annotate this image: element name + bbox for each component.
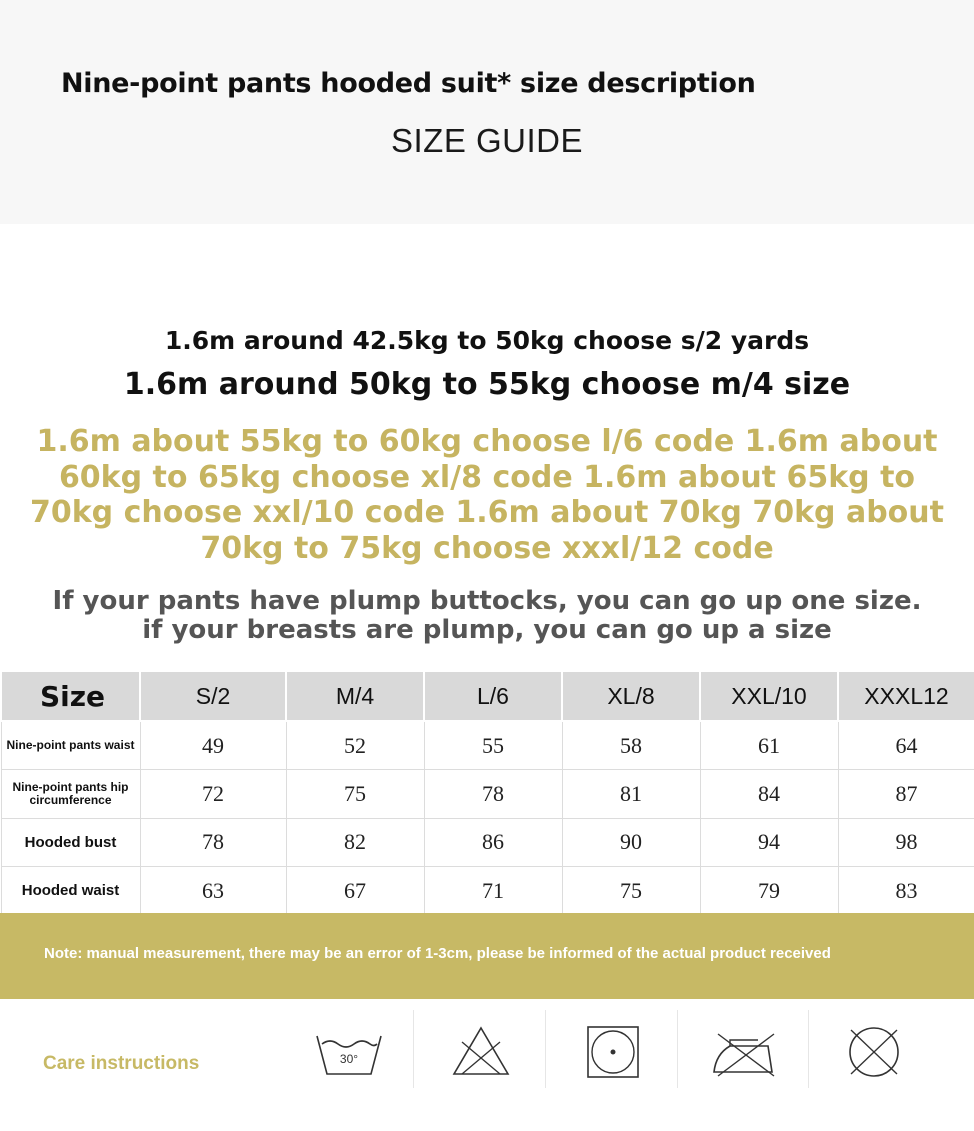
- row-label: Hooded waist: [1, 867, 140, 916]
- table-cell: 78: [140, 818, 286, 867]
- table-cell: 55: [424, 721, 562, 770]
- recommendation-m: 1.6m around 50kg to 55kg choose m/4 size: [123, 367, 851, 402]
- table-cell: 61: [700, 721, 838, 770]
- measurement-note: Note: manual measurement, there may be an error of 1-3cm, please be informed of the actual product received: [44, 945, 831, 962]
- table-row: [1, 818, 974, 867]
- table-cell: 64: [838, 721, 974, 770]
- column-header: XXXL12: [838, 671, 974, 721]
- table-cell: 82: [286, 818, 424, 867]
- table-cell: 83: [838, 867, 974, 916]
- table-cell: 67: [286, 867, 424, 916]
- column-header: XL/8: [562, 671, 700, 721]
- size-up-advice: If your pants have plump buttocks, you can go up one size. if your breasts are plump, you can go up a size: [52, 586, 922, 645]
- recommendation-s: 1.6m around 42.5kg to 50kg choose s/2 yards: [164, 326, 810, 355]
- table-cell: 75: [286, 770, 424, 819]
- row-label: Nine-point pants hip circumference: [1, 770, 140, 819]
- table-cell: 78: [424, 770, 562, 819]
- care-instructions-label: Care instructions: [43, 1053, 200, 1074]
- no-bleach-icon: [450, 1024, 512, 1078]
- table-cell: 81: [562, 770, 700, 819]
- column-header: S/2: [140, 671, 286, 721]
- column-header: M/4: [286, 671, 424, 721]
- divider: [413, 1010, 414, 1088]
- table-cell: 87: [838, 770, 974, 819]
- page-title: Nine-point pants hooded suit* size description: [61, 68, 756, 99]
- table-cell: 94: [700, 818, 838, 867]
- size-guide-heading: SIZE GUIDE: [390, 122, 584, 159]
- column-header: L/6: [424, 671, 562, 721]
- row-label: Hooded bust: [1, 818, 140, 867]
- table-cell: 98: [838, 818, 974, 867]
- recommendation-l-to-xxxl: 1.6m about 55kg to 60kg choose l/6 code 1.6m about 60kg to 65kg choose xl/8 code 1.6m about 65kg to 70kg choose xxl/10 code 1.6m about 70kg 70kg about 70kg to 75kg choose xxxl/12 code: [29, 424, 944, 566]
- table-row: [1, 770, 974, 819]
- no-iron-icon: [708, 1028, 780, 1078]
- table-cell: 86: [424, 818, 562, 867]
- wash-30-icon: [313, 1030, 385, 1080]
- size-table: [0, 670, 974, 916]
- header: [0, 0, 974, 224]
- no-dry-clean-icon: [845, 1024, 903, 1080]
- table-cell: 79: [700, 867, 838, 916]
- tumble-dry-low-icon: [585, 1024, 641, 1080]
- note-banner: [0, 913, 974, 999]
- table-cell: 58: [562, 721, 700, 770]
- table-cell: 84: [700, 770, 838, 819]
- divider: [677, 1010, 678, 1088]
- table-cell: 71: [424, 867, 562, 916]
- table-row: [1, 867, 974, 916]
- table-cell: 49: [140, 721, 286, 770]
- divider: [545, 1010, 546, 1088]
- wash-temperature: 30°: [339, 1052, 359, 1066]
- table-cell: 63: [140, 867, 286, 916]
- column-header: XXL/10: [700, 671, 838, 721]
- table-row: [1, 721, 974, 770]
- table-cell: 75: [562, 867, 700, 916]
- table-header-row: [1, 671, 974, 721]
- size-corner-label: Size: [1, 671, 140, 721]
- divider: [808, 1010, 809, 1088]
- table-cell: 90: [562, 818, 700, 867]
- row-label: Nine-point pants waist: [1, 721, 140, 770]
- table-cell: 72: [140, 770, 286, 819]
- table-cell: 52: [286, 721, 424, 770]
